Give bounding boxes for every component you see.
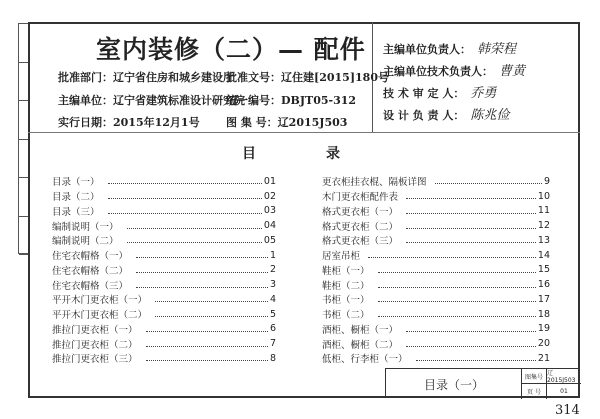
binding-strip [18,23,28,254]
leader-dots [378,282,536,288]
toc-entry [52,174,276,189]
toc-entry [322,204,550,219]
toc-entry-label: 鞋柜（二） [322,280,370,292]
leader-dots [406,341,536,347]
toc-entry [322,322,550,337]
toc-entry-page: 17 [537,293,550,305]
title-block [385,368,580,398]
toc-left-column [52,174,276,366]
effective-date: 实行日期：2015年12月1号 [58,116,200,129]
leader-dots [378,267,536,273]
toc-entry [52,351,276,366]
signature-row: 主编单位负责人： 韩荣程 [383,42,517,57]
leader-dots [406,223,536,229]
toc-entry [322,218,550,233]
leader-dots [416,355,536,361]
leader-dots [155,296,268,302]
toc-entry-label: 居室吊柜 [322,251,361,263]
signature: 曹黄 [499,64,526,79]
toc-entry [322,263,550,278]
toc-entry [52,204,276,219]
toc-entry-page: 03 [263,205,276,217]
toc-entry-label: 酒柜、橱柜（二） [322,339,399,351]
toc-entry [322,336,550,351]
toc-entry [322,233,550,248]
page-number: 314 [555,403,580,418]
toc-entry-page: 10 [537,190,550,202]
toc-entry-label: 住宅衣帽格（二） [52,265,129,277]
toc-entry-page: 19 [537,323,550,335]
document-title: 室内装修（二）— 配件 [96,35,366,64]
toc-entry-label: 格式更衣柜（一） [322,206,399,218]
toc-entry-label: 低柜、行李柜（一） [322,354,408,366]
toc-entry-page: 11 [537,205,550,217]
leader-dots [378,296,536,302]
toc-entry [52,248,276,263]
toc-entry [52,218,276,233]
toc-entry [322,277,550,292]
toc-entry-label: 推拉门更衣柜（三） [52,354,138,366]
toc-entry-page: 9 [543,175,550,187]
toc-entry [322,174,550,189]
page-label: 页 号 [521,384,546,399]
signature-row: 设 计 负 责 人： 陈兆俭 [383,108,510,123]
toc-entry-label: 鞋柜（一） [322,265,370,277]
unified-number: 统一编号：DBJT05-312 [226,94,357,107]
sheet-name: 目录（一） [423,377,484,392]
toc-right-column [322,174,550,366]
toc-entry [52,307,276,322]
toc-entry-page: 7 [269,338,276,350]
toc-entry-page: 4 [269,293,276,305]
leader-dots [406,326,536,332]
toc-entry-label: 格式更衣柜（三） [322,236,399,248]
leader-dots [368,252,536,258]
toc-entry-page: 01 [263,175,276,187]
toc-entry-page: 2 [269,264,276,276]
toc-entry-label: 住宅衣帽格（三） [52,280,129,292]
toc-entry-label: 推拉门更衣柜（二） [52,339,138,351]
toc-entry-label: 更衣柜挂衣棍、隔板详图 [322,177,427,189]
leader-dots [406,193,536,199]
toc-entry-page: 1 [269,249,276,261]
leader-dots [406,237,536,243]
leader-dots [406,208,536,214]
toc-entry-page: 3 [269,279,276,291]
toc-entry-label: 推拉门更衣柜（一） [52,324,138,336]
toc-entry-page: 8 [269,352,276,364]
leader-dots [146,326,268,332]
toc-entry-label: 酒柜、橱柜（一） [322,324,399,336]
toc-entry-label: 住宅衣帽格（一） [52,251,129,263]
signature: 陈兆俭 [470,108,510,123]
toc-entry-page: 02 [263,190,276,202]
toc-entry-page: 16 [537,279,550,291]
leader-dots [136,252,268,258]
leader-dots [127,223,262,229]
toc-heading: 目录 [242,146,410,162]
toc-entry-page: 14 [537,249,550,261]
atlas-number: 图 集 号：辽2015J503 [226,116,348,129]
toc-entry-label: 格式更衣柜（二） [322,221,399,233]
toc-entry [52,322,276,337]
header-divider [28,132,580,133]
page-value: 01 [546,384,581,399]
toc-entry [322,189,550,204]
toc-entry-page: 05 [263,234,276,246]
approval-doc: 批准文号：辽住建[2015]180号 [226,71,389,84]
signature: 韩荣程 [477,42,517,57]
toc-entry [322,248,550,263]
toc-entry-label: 平开木门更衣柜（一） [52,295,148,307]
atlas-label: 图集号 [521,369,546,384]
editor-unit: 主编单位：辽宁省建筑标准设计研究院 [58,94,245,107]
toc-entry-label: 平开木门更衣柜（二） [52,310,148,322]
leader-dots [155,311,268,317]
leader-dots [136,267,268,273]
leader-dots [435,178,542,184]
toc-entry-page: 18 [537,308,550,320]
leader-dots [108,208,262,214]
atlas-value: 辽2015J503 [546,369,581,384]
toc-entry-label: 木门更衣柜配件表 [322,192,399,204]
toc-entry [322,292,550,307]
toc-entry [52,263,276,278]
toc-entry-label: 目录（二） [52,192,100,204]
toc-entry-page: 04 [263,220,276,232]
toc-entry-page: 21 [537,352,550,364]
signature-row: 主编单位技术负责人： 曹黄 [383,64,526,79]
toc-entry-page: 6 [269,323,276,335]
toc-entry [52,277,276,292]
leader-dots [127,237,262,243]
signature-row: 技 术 审 定 人： 乔勇 [383,86,497,101]
leader-dots [378,311,536,317]
toc-entry [322,307,550,322]
signature: 乔勇 [470,86,497,101]
toc-entry-label: 书柜（一） [322,295,370,307]
toc-entry-page: 5 [269,308,276,320]
leader-dots [108,178,262,184]
toc-entry [52,233,276,248]
toc-entry [52,189,276,204]
toc-entry-label: 编制说明（二） [52,236,119,248]
toc-entry-label: 书柜（二） [322,310,370,322]
toc-entry [52,292,276,307]
toc-entry [52,336,276,351]
toc-entry-page: 20 [537,338,550,350]
approval-dept: 批准部门：辽宁省住房和城乡建设厅 [58,71,234,84]
toc-entry-page: 12 [537,220,550,232]
toc-entry-label: 目录（一） [52,177,100,189]
toc-entry-label: 编制说明（一） [52,221,119,233]
leader-dots [146,341,268,347]
toc-entry-page: 13 [537,234,550,246]
leader-dots [136,282,268,288]
leader-dots [108,193,262,199]
toc-entry [322,351,550,366]
leader-dots [146,355,268,361]
toc-entry-label: 目录（三） [52,206,100,218]
toc-entry-page: 15 [537,264,550,276]
